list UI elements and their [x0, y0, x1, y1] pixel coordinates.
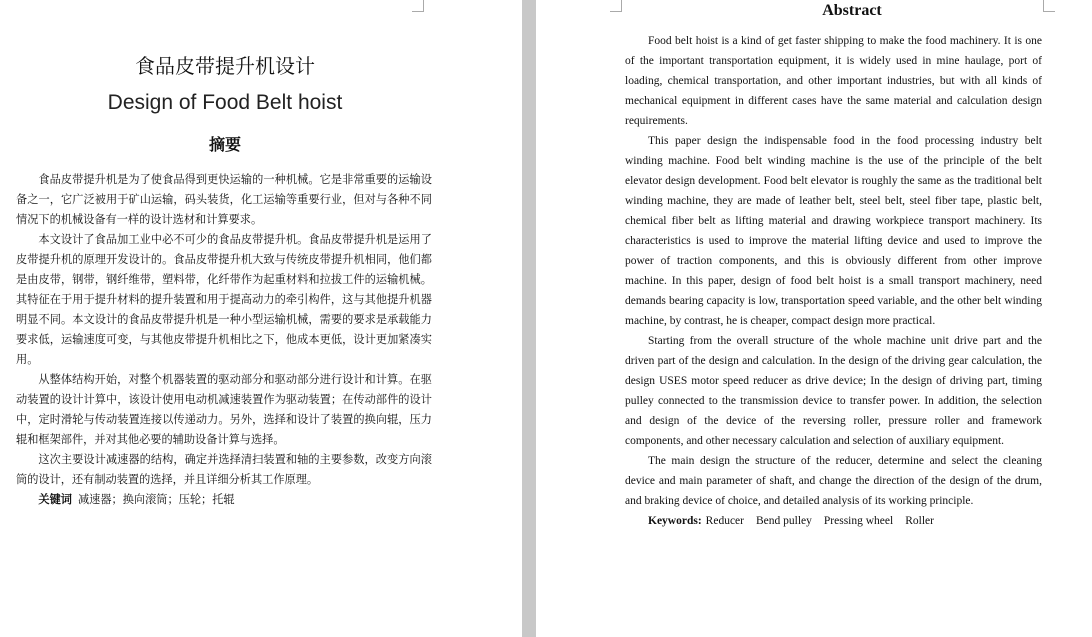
keywords-line — [16, 490, 432, 510]
keyword-item: Bend pulley — [756, 515, 812, 527]
abstract-paragraph: Starting from the overall structure of the whole machine unit drive part and the driven part of the design and calculation. In the design of the driving gear calculation, the design USES motor speed reducer as drive device; In the design of driving part, timing pulley connected to the transmission device to transfer power. In addition, the selection and design of the device of the reversing roller, pressure roller and framework components, and other necessary calculation and selection of auxiliary equipment. — [625, 335, 1042, 447]
abstract-heading-chinese: 摘要 — [208, 135, 241, 154]
keyword-item: Roller — [905, 515, 934, 527]
abstract-heading-english: Abstract — [822, 2, 882, 19]
abstract-paragraph: 本文设计了食品加工业中必不可少的食品皮带提升机。食品皮带提升机是运用了皮带提升机的原理开发设计的。食品皮带提升机大致与传统皮带提升机相同，他们都是由皮带，钢带，钢纤维带，塑料带，化纤带作为起重材料和拉拔工件的运输机械。其特征在于用于提升材料的提升装置和用于提高动力的牵引构件，这与其他提升机器明显不同。本文设计的食品皮带提升机是一种小型运输机械，需要的要求是承载能力要求低，运输速度可变，与其他皮带提升机相比之下，他成本更低，设计更加紧凑实用。 — [16, 233, 432, 366]
abstract-paragraph: 从整体结构开始，对整个机器装置的驱动部分和驱动部分进行设计和计算。在驱动装置的设计计算中，该设计使用电动机减速装置作为驱动装置；在传动部件的设计中，定时滑轮与传动装置连接以传递动力。另外，选择和设计了装置的换向辊，压力辊和框架部件，并对其他必要的辅助设备计算与选择。 — [16, 373, 432, 446]
page-corner-mark — [412, 0, 424, 12]
keyword-item: Pressing wheel — [823, 515, 894, 527]
keywords-line — [625, 511, 1042, 531]
abstract-paragraph: 食品皮带提升机是为了使食品得到更快运输的一种机械。它是非常重要的运输设备之一，它广泛被用于矿山运输，码头装货，化工运输等重要行业，但对与各种不同情况下的机械设备有一样的设计选材和计算要求。 — [16, 173, 432, 226]
keywords-label: 关键词 — [38, 493, 72, 506]
abstract-paragraph: This paper design the indispensable food in the food processing industry belt winding machine. Food belt winding machine is the use of the principle of the belt elevator design development. Food belt elevator is roughly the same as the traditional belt winding machine, they are made of leather belt, steel belt, steel fiber tape, plastic belt, chemical fiber belt as lifting material and drawing workpiece transport machinery. Its characteristics is used to improve the material lifting device and used to improve the power of traction components, and this is obviously different from other improve machine. In this paper, design of food belt hoist is a small transport machinery, need demands bearing capacity is low, transportation speed variable, and the other belt winding machine, by contrast, he is cheaper, compact design more practical. — [625, 135, 1042, 327]
abstract-paragraph: 这次主要设计减速器的结构，确定并选择清扫装置和轴的主要参数，改变方向滚筒的设计，还有制动装置的选择，并且详细分析其工作原理。 — [16, 453, 432, 486]
page-right — [536, 0, 1092, 637]
abstract-paragraph: Food belt hoist is a kind of get faster shipping to make the food machinery. It is one of the important transportation equipment, it is widely used in mine haulage, port of loading, chemical transportation, and other important industries, but with all kinds of mechanical equipment in different cases have the same material and calculation design requirements. — [625, 35, 1042, 127]
page-left — [0, 0, 522, 637]
keywords-label: Keywords: — [648, 515, 702, 527]
keywords-text: 减速器；换向滚筒；压轮；托辊 — [77, 493, 235, 506]
page-gutter — [522, 0, 536, 637]
title-english: Design of Food Belt hoist — [107, 91, 343, 114]
title-chinese: 食品皮带提升机设计 — [135, 54, 315, 78]
keyword-item: Reducer — [705, 515, 744, 527]
abstract-body-chinese — [16, 170, 432, 510]
abstract-paragraph: The main design the structure of the reducer, determine and select the cleaning device and main parameter of shaft, and change the direction of the design of the drum, and braking device of choice, and detailed analysis of its working principle. — [625, 455, 1042, 507]
abstract-body-english — [625, 31, 1042, 531]
